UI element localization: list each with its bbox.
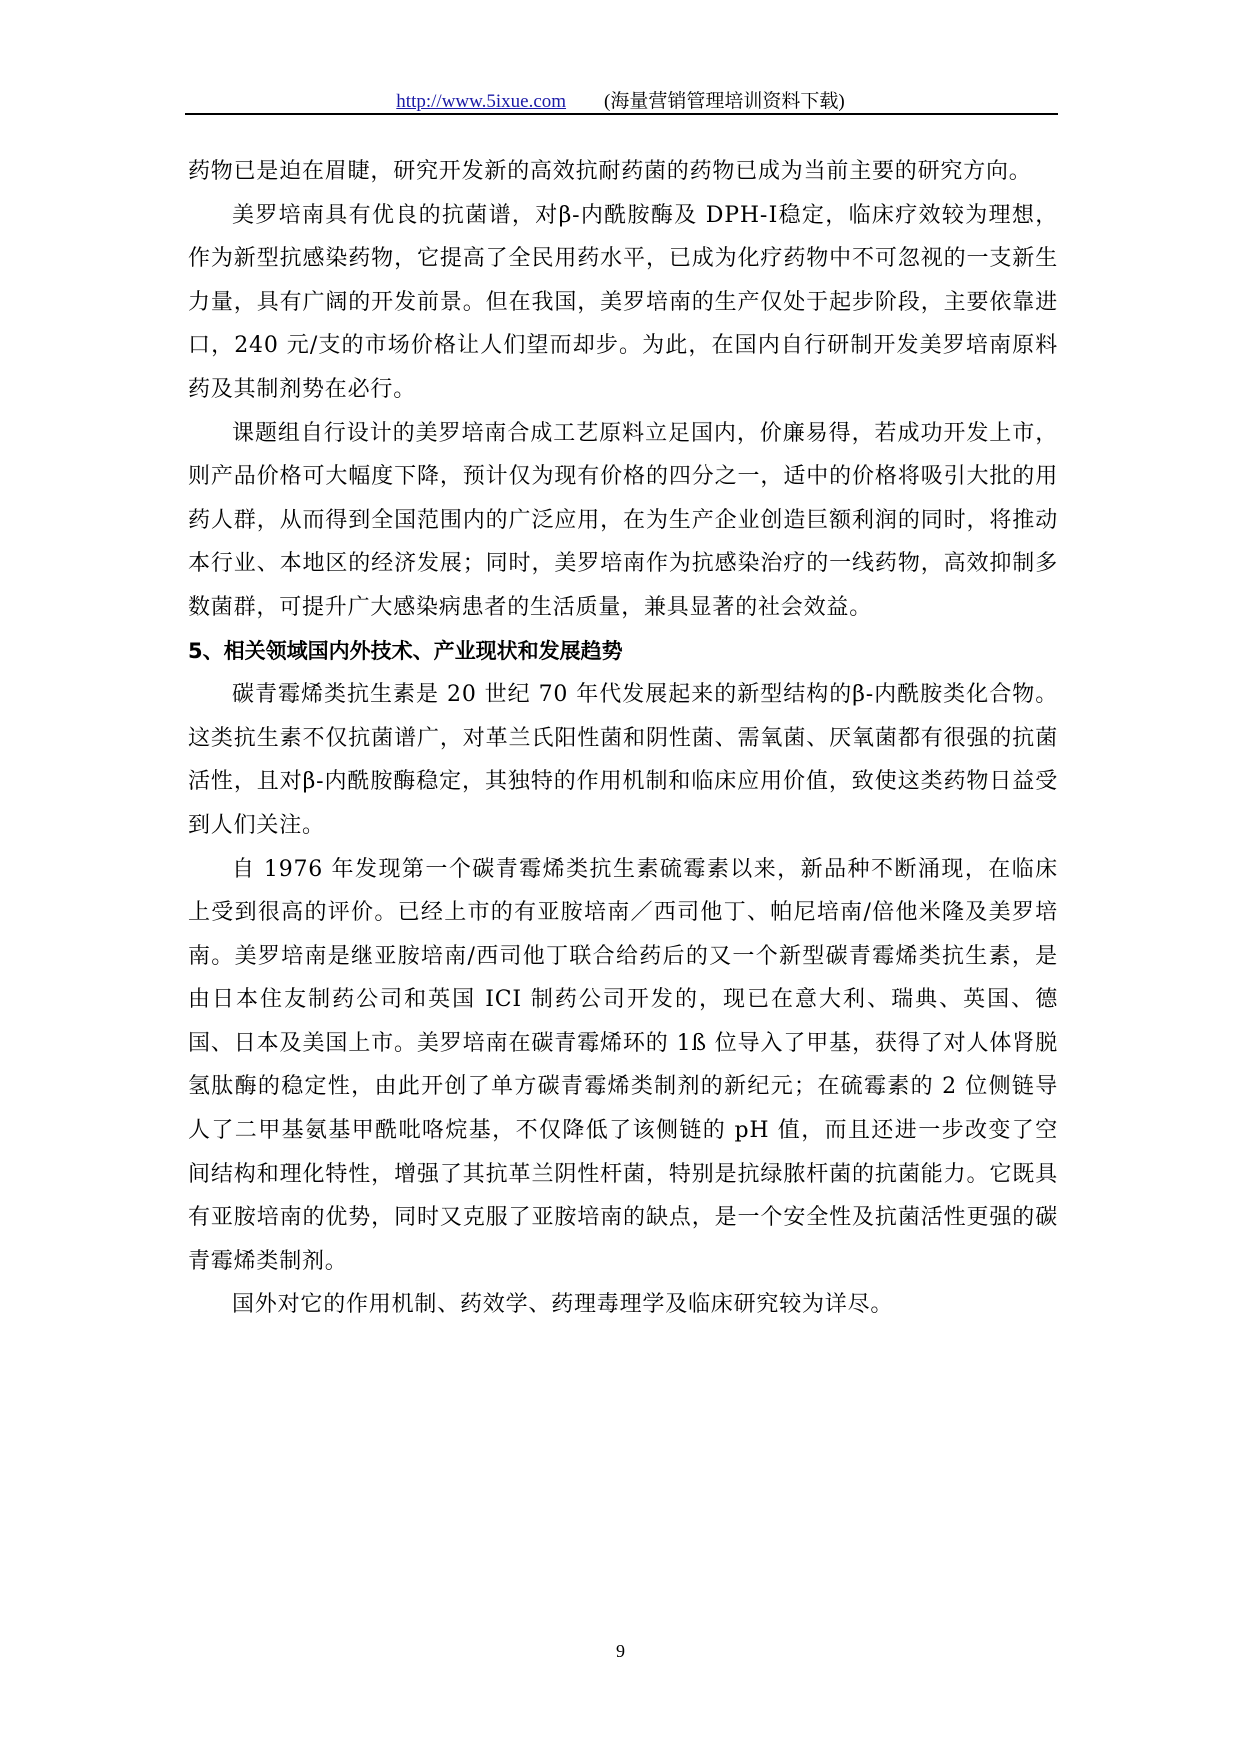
paragraph-continued: 药物已是迫在眉睫，研究开发新的高效抗耐药菌的药物已成为当前主要的研究方向。 — [188, 159, 1032, 184]
section-heading: 5、相关领域国内外技术、产业现状和发展趋势 — [188, 638, 623, 663]
header-link[interactable]: http://www.5ixue.com — [396, 91, 567, 112]
paragraph-foreign-research: 国外对它的作用机制、药效学、药理毒理学及临床研究较为详尽。 — [232, 1292, 894, 1318]
paragraph-project-benefits: 课题组自行设计的美罗培南合成工艺原料立足国内，价廉易得，若成功开发上市，则产品价格可大幅度下降，预计仅为现有价格的四分之一，适中的价格将吸引大批的用药人群，从而得到全国范围内的广泛应用，在为生产企业创造巨额利润的同时，将推动本行业、本地区的经济发展；同时，美罗培南作为抗感染治疗的一线药物，高效抑制多数菌群，可提升广大感染病患者的生活质量，兼具显著的社会效益。 — [188, 420, 1058, 620]
paragraph-meropenem-overview: 美罗培南具有优良的抗菌谱，对β-内酰胺酶及 DPH-Ⅰ稳定，临床疗效较为理想，作为新型抗感染药物，它提高了全民用药水平，已成为化疗药物中不可忽视的一支新生力量，具有广阔的开发前景。但在我国，美罗培南的生产仅处于起步阶段，主要依靠进口，240 元/支的市场价格让人们望而却步。为此，在国内自行研制开发美罗培南原料药及其制剂势在必行。 — [188, 202, 1058, 402]
paragraph-carbapenem-intro: 碳青霉烯类抗生素是 20 世纪 70 年代发展起来的新型结构的β-内酰胺类化合物。这类抗生素不仅抗菌谱广，对革兰氏阳性菌和阴性菌、需氧菌、厌氧菌都有很强的抗菌活性，且对β-内酰胺酶稳定，其独特的作用机制和临床应用价值，致使这类药物日益受到人们关注。 — [188, 682, 1058, 838]
page-header — [0, 86, 1241, 113]
paragraph-carbapenem-history: 自 1976 年发现第一个碳青霉烯类抗生素硫霉素以来，新品种不断涌现，在临床上受到很高的评价。已经上市的有亚胺培南／西司他丁、帕尼培南/倍他米隆及美罗培南。美罗培南是继亚胺培南/西司他丁联合给药后的又一个新型碳青霉烯类抗生素，是由日本住友制药公司和英国 ICI 制药公司开发的，现已在意大利、瑞典、英国、德国、日本及美国上市。美罗培南在碳青霉烯环的 1ß 位导入了甲基，获得了对人体肾脱氢肽酶的稳定性，由此开创了单方碳青霉烯类制剂的新纪元；在硫霉素的 2 位侧链导人了二甲基氨基甲酰吡咯烷基，不仅降低了该侧链的 pH 值，而且还进一步改变了空间结构和理化特性，增强了其抗革兰阴性杆菌，特别是抗绿脓杆菌的抗菌能力。它既具有亚胺培南的优势，同时又克服了亚胺培南的缺点，是一个安全性及抗菌活性更强的碳青霉烯类制剂。 — [188, 856, 1058, 1274]
header-note: (海量营销管理培训资料下载) — [604, 91, 845, 112]
page-number: 9 — [616, 1641, 625, 1661]
header-divider — [185, 113, 1058, 115]
page-body — [188, 150, 1058, 1327]
